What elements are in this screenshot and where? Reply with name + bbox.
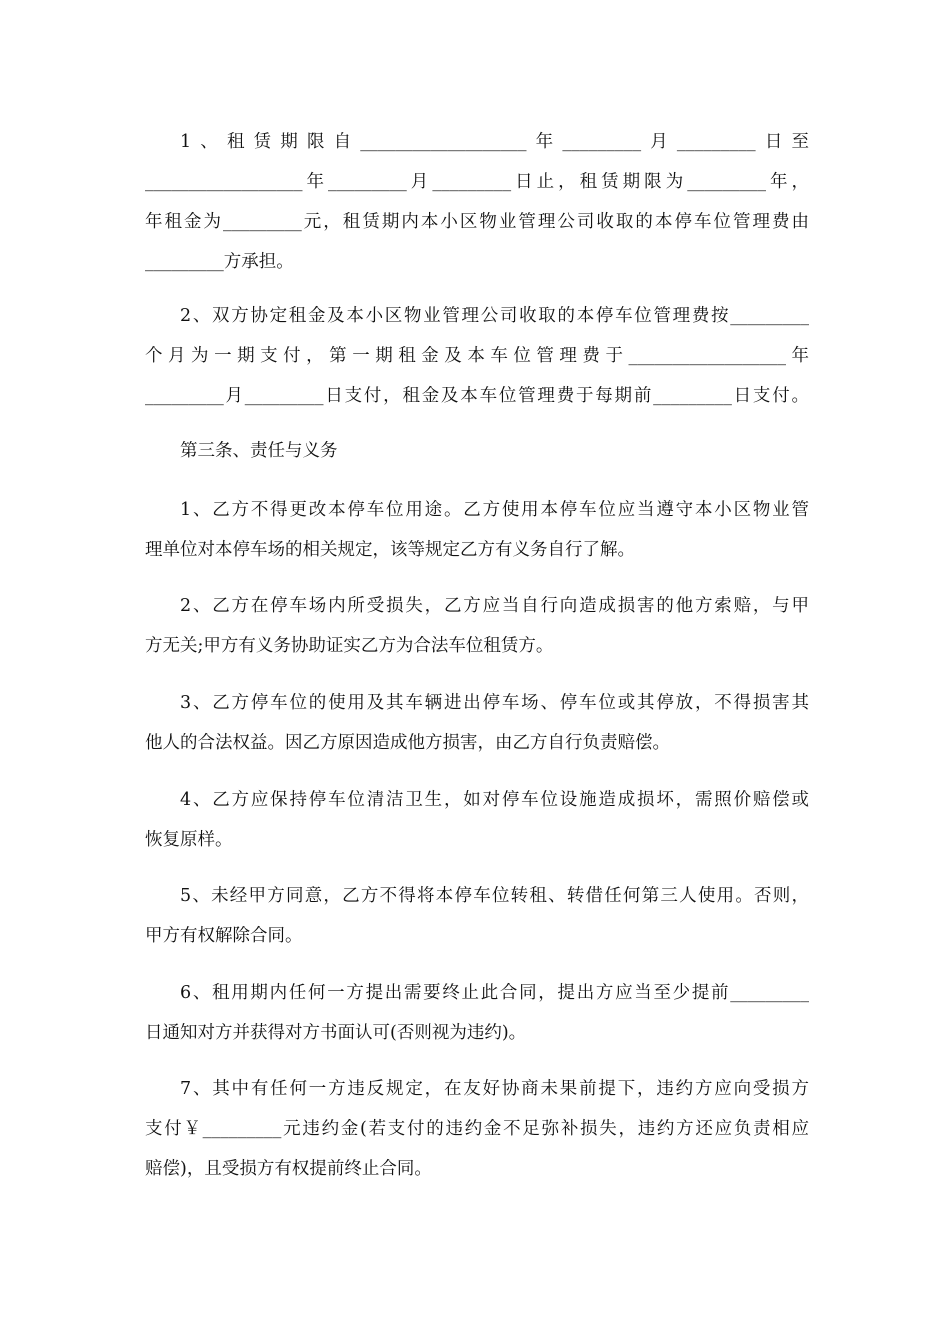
paragraph-duty-7 — [145, 1069, 809, 1189]
text-line: 1、乙方不得更改本停车位用途。乙方使用本停车位应当遵守本小区物业管 — [180, 500, 809, 520]
text-line: 赔偿)，且受损方有权提前终止合同。 — [145, 1159, 432, 1179]
text-line: 日通知对方并获得对方书面认可(否则视为违约)。 — [145, 1023, 527, 1043]
text-line: 理单位对本停车场的相关规定，该等规定乙方有义务自行了解。 — [145, 540, 635, 560]
paragraph-duty-2 — [145, 586, 809, 666]
text-line: 他人的合法权益。因乙方原因造成他方损害，由乙方自行负责赔偿。 — [145, 733, 670, 753]
text-line: 7、其中有任何一方违反规定，在友好协商未果前提下，违约方应向受损方 — [180, 1079, 809, 1099]
text-line: 5、未经甲方同意，乙方不得将本停车位转租、转借任何第三人使用。否则， — [180, 886, 809, 906]
paragraph-duty-1 — [145, 490, 809, 570]
paragraph-duty-3 — [145, 683, 809, 763]
text-line: __________________年_________月_________日止，租赁期限为_________年， — [145, 172, 809, 192]
text-line: 个月为一期支付，第一期租金及本车位管理费于__________________年 — [145, 346, 809, 366]
text-line: 支付￥_________元违约金(若支付的违约金不足弥补损失，违约方还应负责相应 — [145, 1119, 809, 1139]
text-line: 2、双方协定租金及本小区物业管理公司收取的本停车位管理费按_________ — [180, 306, 809, 326]
paragraph-lease-term — [145, 122, 809, 282]
paragraph-duty-4 — [145, 780, 809, 860]
text-line: 年租金为_________元，租赁期内本小区物业管理公司收取的本停车位管理费由 — [145, 212, 809, 232]
text-line: 1、租赁期限自___________________年_________月_________日至 — [180, 132, 809, 152]
text-line: 4、乙方应保持停车位清洁卫生，如对停车位设施造成损坏，需照价赔偿或 — [180, 790, 809, 810]
text-line: 方无关;甲方有义务协助证实乙方为合法车位租赁方。 — [145, 636, 554, 656]
text-line: _________月_________日支付，租金及本车位管理费于每期前_________日支付。 — [145, 386, 809, 406]
text-line: 3、乙方停车位的使用及其车辆进出停车场、停车位或其停放，不得损害其 — [180, 693, 809, 713]
paragraph-duty-5 — [145, 876, 809, 956]
text-line: 6、租用期内任何一方提出需要终止此合同，提出方应当至少提前_________ — [180, 983, 809, 1003]
text-line: 2、乙方在停车场内所受损失，乙方应当自行向造成损害的他方索赔，与甲 — [180, 596, 809, 616]
section-heading: 第三条、责任与义务 — [180, 441, 338, 461]
text-line: 恢复原样。 — [145, 830, 233, 850]
paragraph-duty-6 — [145, 973, 809, 1053]
article-three-heading — [145, 431, 809, 471]
text-line: _________方承担。 — [145, 252, 294, 272]
text-line: 甲方有权解除合同。 — [145, 926, 303, 946]
paragraph-payment — [145, 296, 809, 416]
